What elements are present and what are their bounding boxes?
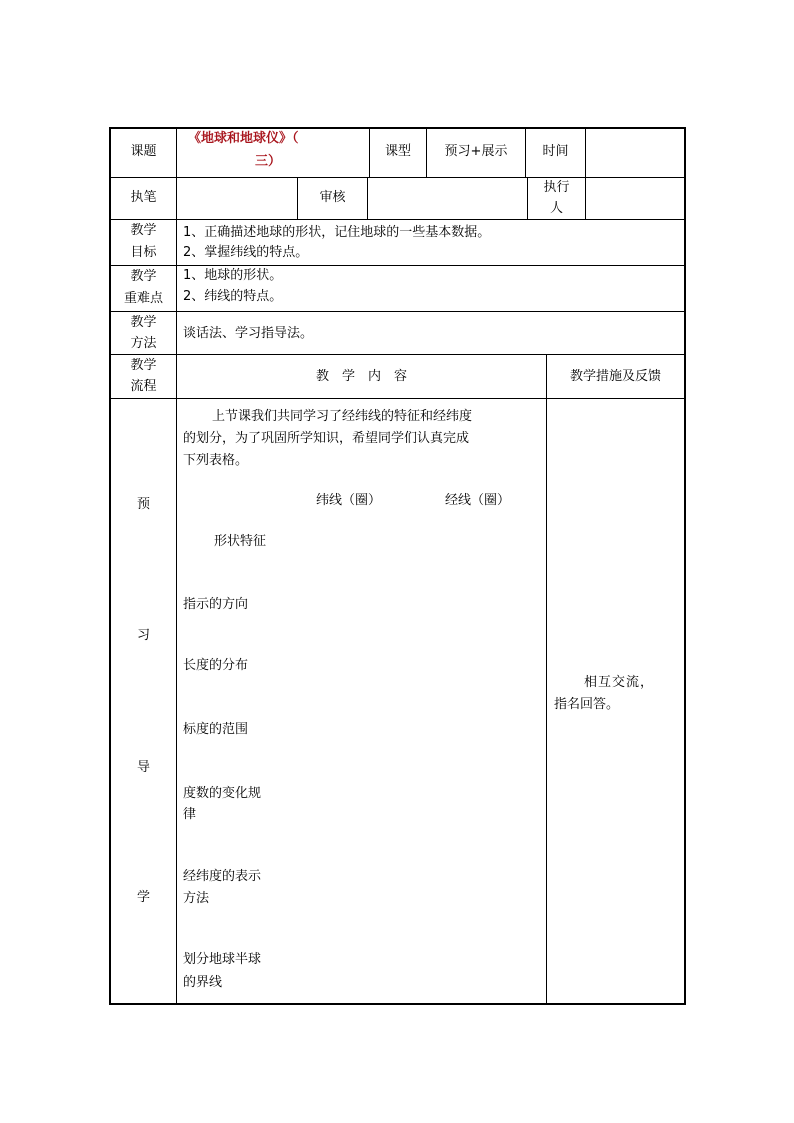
worksheet-row-label: 标度的范围 [183, 722, 249, 737]
topic-title-line2: 三） [255, 154, 282, 169]
executor-label-line2: 人 [549, 201, 563, 216]
row-divider [109, 354, 685, 355]
process-label-line2: 流程 [130, 379, 157, 394]
intro-line: 上节课我们共同学习了经纬线的特征和经纬度 [212, 409, 473, 424]
side-label-char: 学 [136, 890, 150, 905]
key-points-label-line1: 教学 [130, 269, 157, 284]
worksheet-row-label: 形状特征 [214, 534, 267, 549]
side-label-char: 预 [136, 497, 150, 512]
table-border-bottom [109, 1003, 685, 1005]
process-label-line1: 教学 [130, 358, 157, 373]
topic-title-line1: 《地球和地球仪》（ [188, 131, 299, 146]
key-point-item: 2、纬线的特点。 [183, 289, 283, 304]
objectives-label-line1: 教学 [130, 223, 157, 238]
worksheet-row-label: 划分地球半球 [183, 952, 262, 967]
row-divider [109, 219, 685, 220]
worksheet-row-label: 指示的方向 [183, 597, 249, 612]
side-label-char: 导 [136, 760, 150, 775]
feedback-line: 指名回答。 [554, 697, 620, 712]
worksheet-row-label: 长度的分布 [183, 658, 249, 673]
intro-line: 的划分，为了巩固所学知识，希望同学们认真完成 [183, 431, 470, 446]
objective-item: 2、掌握纬线的特点。 [183, 245, 309, 260]
reviewer-label: 审核 [319, 190, 346, 205]
worksheet-row-label: 方法 [183, 891, 210, 906]
col-header-latitude: 纬线（圈） [316, 493, 382, 508]
worksheet-row-label: 的界线 [183, 975, 223, 990]
feedback-header: 教学措施及反馈 [569, 369, 661, 384]
intro-line: 下列表格。 [183, 453, 249, 468]
label-column-divider [176, 127, 177, 1004]
col-header-longitude: 经线（圈） [445, 493, 511, 508]
methods-label-line2: 方法 [130, 336, 157, 351]
objective-item: 1、正确描述地球的形状，记住地球的一些基本数据。 [183, 225, 491, 240]
worksheet-row-label: 律 [183, 807, 197, 822]
objectives-label-line2: 目标 [130, 245, 157, 260]
side-label-char: 习 [136, 628, 150, 643]
time-label: 时间 [542, 144, 569, 159]
worksheet-row-label: 度数的变化规 [183, 786, 262, 801]
row-divider [109, 398, 685, 399]
feedback-column-divider [546, 354, 547, 1004]
methods-value: 谈话法、学习指导法。 [183, 326, 314, 341]
lesson-type-label: 课型 [384, 144, 411, 159]
row-divider [109, 177, 685, 178]
col-divider [367, 177, 368, 219]
topic-label: 课题 [130, 144, 157, 159]
row-divider [109, 311, 685, 312]
writer-label: 执笔 [130, 190, 157, 205]
key-point-item: 1、地球的形状。 [183, 268, 283, 283]
key-points-label-line2: 重难点 [123, 291, 163, 306]
col-divider [585, 127, 586, 219]
table-border-right [684, 127, 686, 1005]
lesson-type-value: 预习+展示 [444, 144, 508, 159]
feedback-line: 相互交流， [584, 675, 655, 690]
content-header: 教 学 内 容 [315, 369, 407, 384]
methods-label-line1: 教学 [130, 315, 157, 330]
worksheet-row-label: 经纬度的表示 [183, 869, 262, 884]
executor-label-line1: 执行 [543, 180, 570, 195]
